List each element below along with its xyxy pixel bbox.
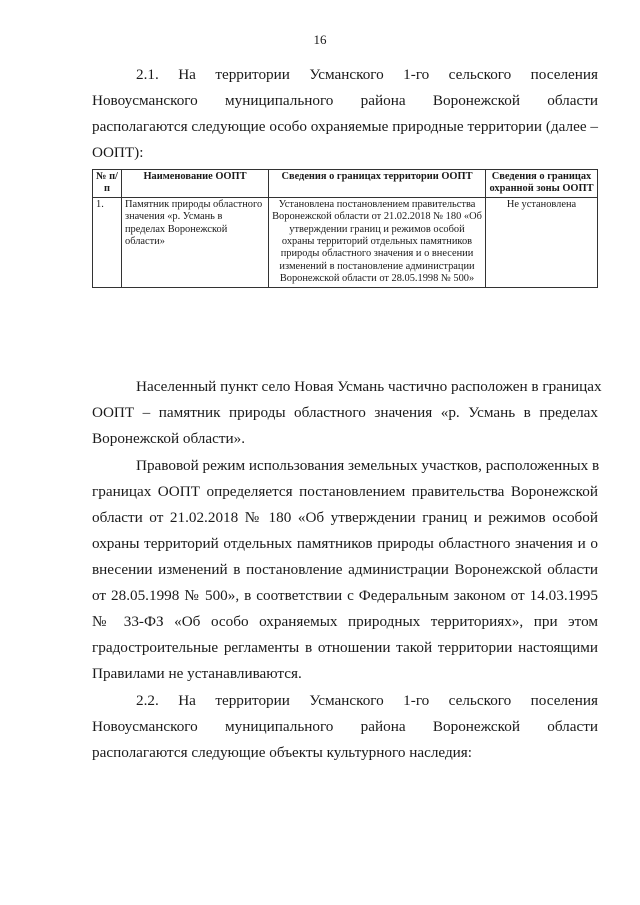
para-regime-line-8: градостроительные регламенты в отношении такой территории настоящими bbox=[92, 639, 598, 656]
header-name: Наименование ООПТ bbox=[122, 170, 269, 198]
table-row bbox=[93, 197, 598, 287]
para-2-2-line-1: 2.2. На территории Усманского 1-го сельского поселения bbox=[136, 692, 598, 709]
header-protection-zone: Сведения о границах охранной зоны ООПТ bbox=[486, 170, 598, 198]
para-2-1-line-3: располагаются следующие особо охраняемые природные территории (далее – bbox=[92, 118, 598, 135]
para-regime-line-6: от 28.05.1998 № 500», в соответствии с Федеральным законом от 14.03.1995 bbox=[92, 587, 598, 604]
para-regime-line-4: охраны территорий отдельных памятников природы областного значения и о bbox=[92, 535, 598, 552]
cell-num: 1. bbox=[93, 197, 122, 287]
para-regime-line-3: области от 21.02.2018 № 180 «Об утверждении границ и режимов особой bbox=[92, 509, 598, 526]
para-2-2-line-2: Новоусманского муниципального района Воронежской области bbox=[92, 718, 598, 735]
para-settlement-line-3: Воронежской области». bbox=[92, 430, 246, 447]
table-header-row bbox=[93, 170, 598, 198]
cell-boundaries: Установлена постановлением правительства Воронежской области от 21.02.2018 № 180 «Об утверждении границ и режимов особой охраны территорий отдельных памятников природы областного значения и о внесении изменений в постановление администрации Воронежской области от 28.05.1998 № 500» bbox=[269, 197, 486, 287]
para-2-1-line-1: 2.1. На территории Усманского 1-го сельского поселения bbox=[136, 66, 598, 83]
cell-protection-zone: Не установлена bbox=[486, 197, 598, 287]
para-regime-line-5: внесении изменений в постановление администрации Воронежской области bbox=[92, 561, 598, 578]
header-boundaries: Сведения о границах территории ООПТ bbox=[269, 170, 486, 198]
para-2-1-line-2: Новоусманского муниципального района Воронежской области bbox=[92, 92, 598, 109]
para-2-2-line-3: располагаются следующие объекты культурного наследия: bbox=[92, 744, 473, 761]
para-settlement-line-2: ООПТ – памятник природы областного значения «р. Усмань в пределах bbox=[92, 404, 598, 421]
header-num: № п/п bbox=[93, 170, 122, 198]
oopt-table bbox=[92, 169, 598, 288]
para-regime-line-7: № 33-ФЗ «Об особо охраняемых природных территориях», при этом bbox=[92, 613, 598, 630]
para-regime-line-1: Правовой режим использования земельных участков, расположенных в bbox=[136, 457, 600, 474]
para-regime-line-2: границах ООПТ определяется постановлением правительства Воронежской bbox=[92, 483, 598, 500]
para-regime-line-9: Правилами не устанавливаются. bbox=[92, 665, 302, 682]
para-settlement-line-1: Населенный пункт село Новая Усмань частично расположен в границах bbox=[136, 378, 602, 395]
para-2-1-line-4: ООПТ): bbox=[92, 144, 144, 161]
cell-name: Памятник природы областного значения «р. Усмань в пределах Воронежской области» bbox=[122, 197, 269, 287]
page-number: 16 bbox=[313, 32, 327, 47]
